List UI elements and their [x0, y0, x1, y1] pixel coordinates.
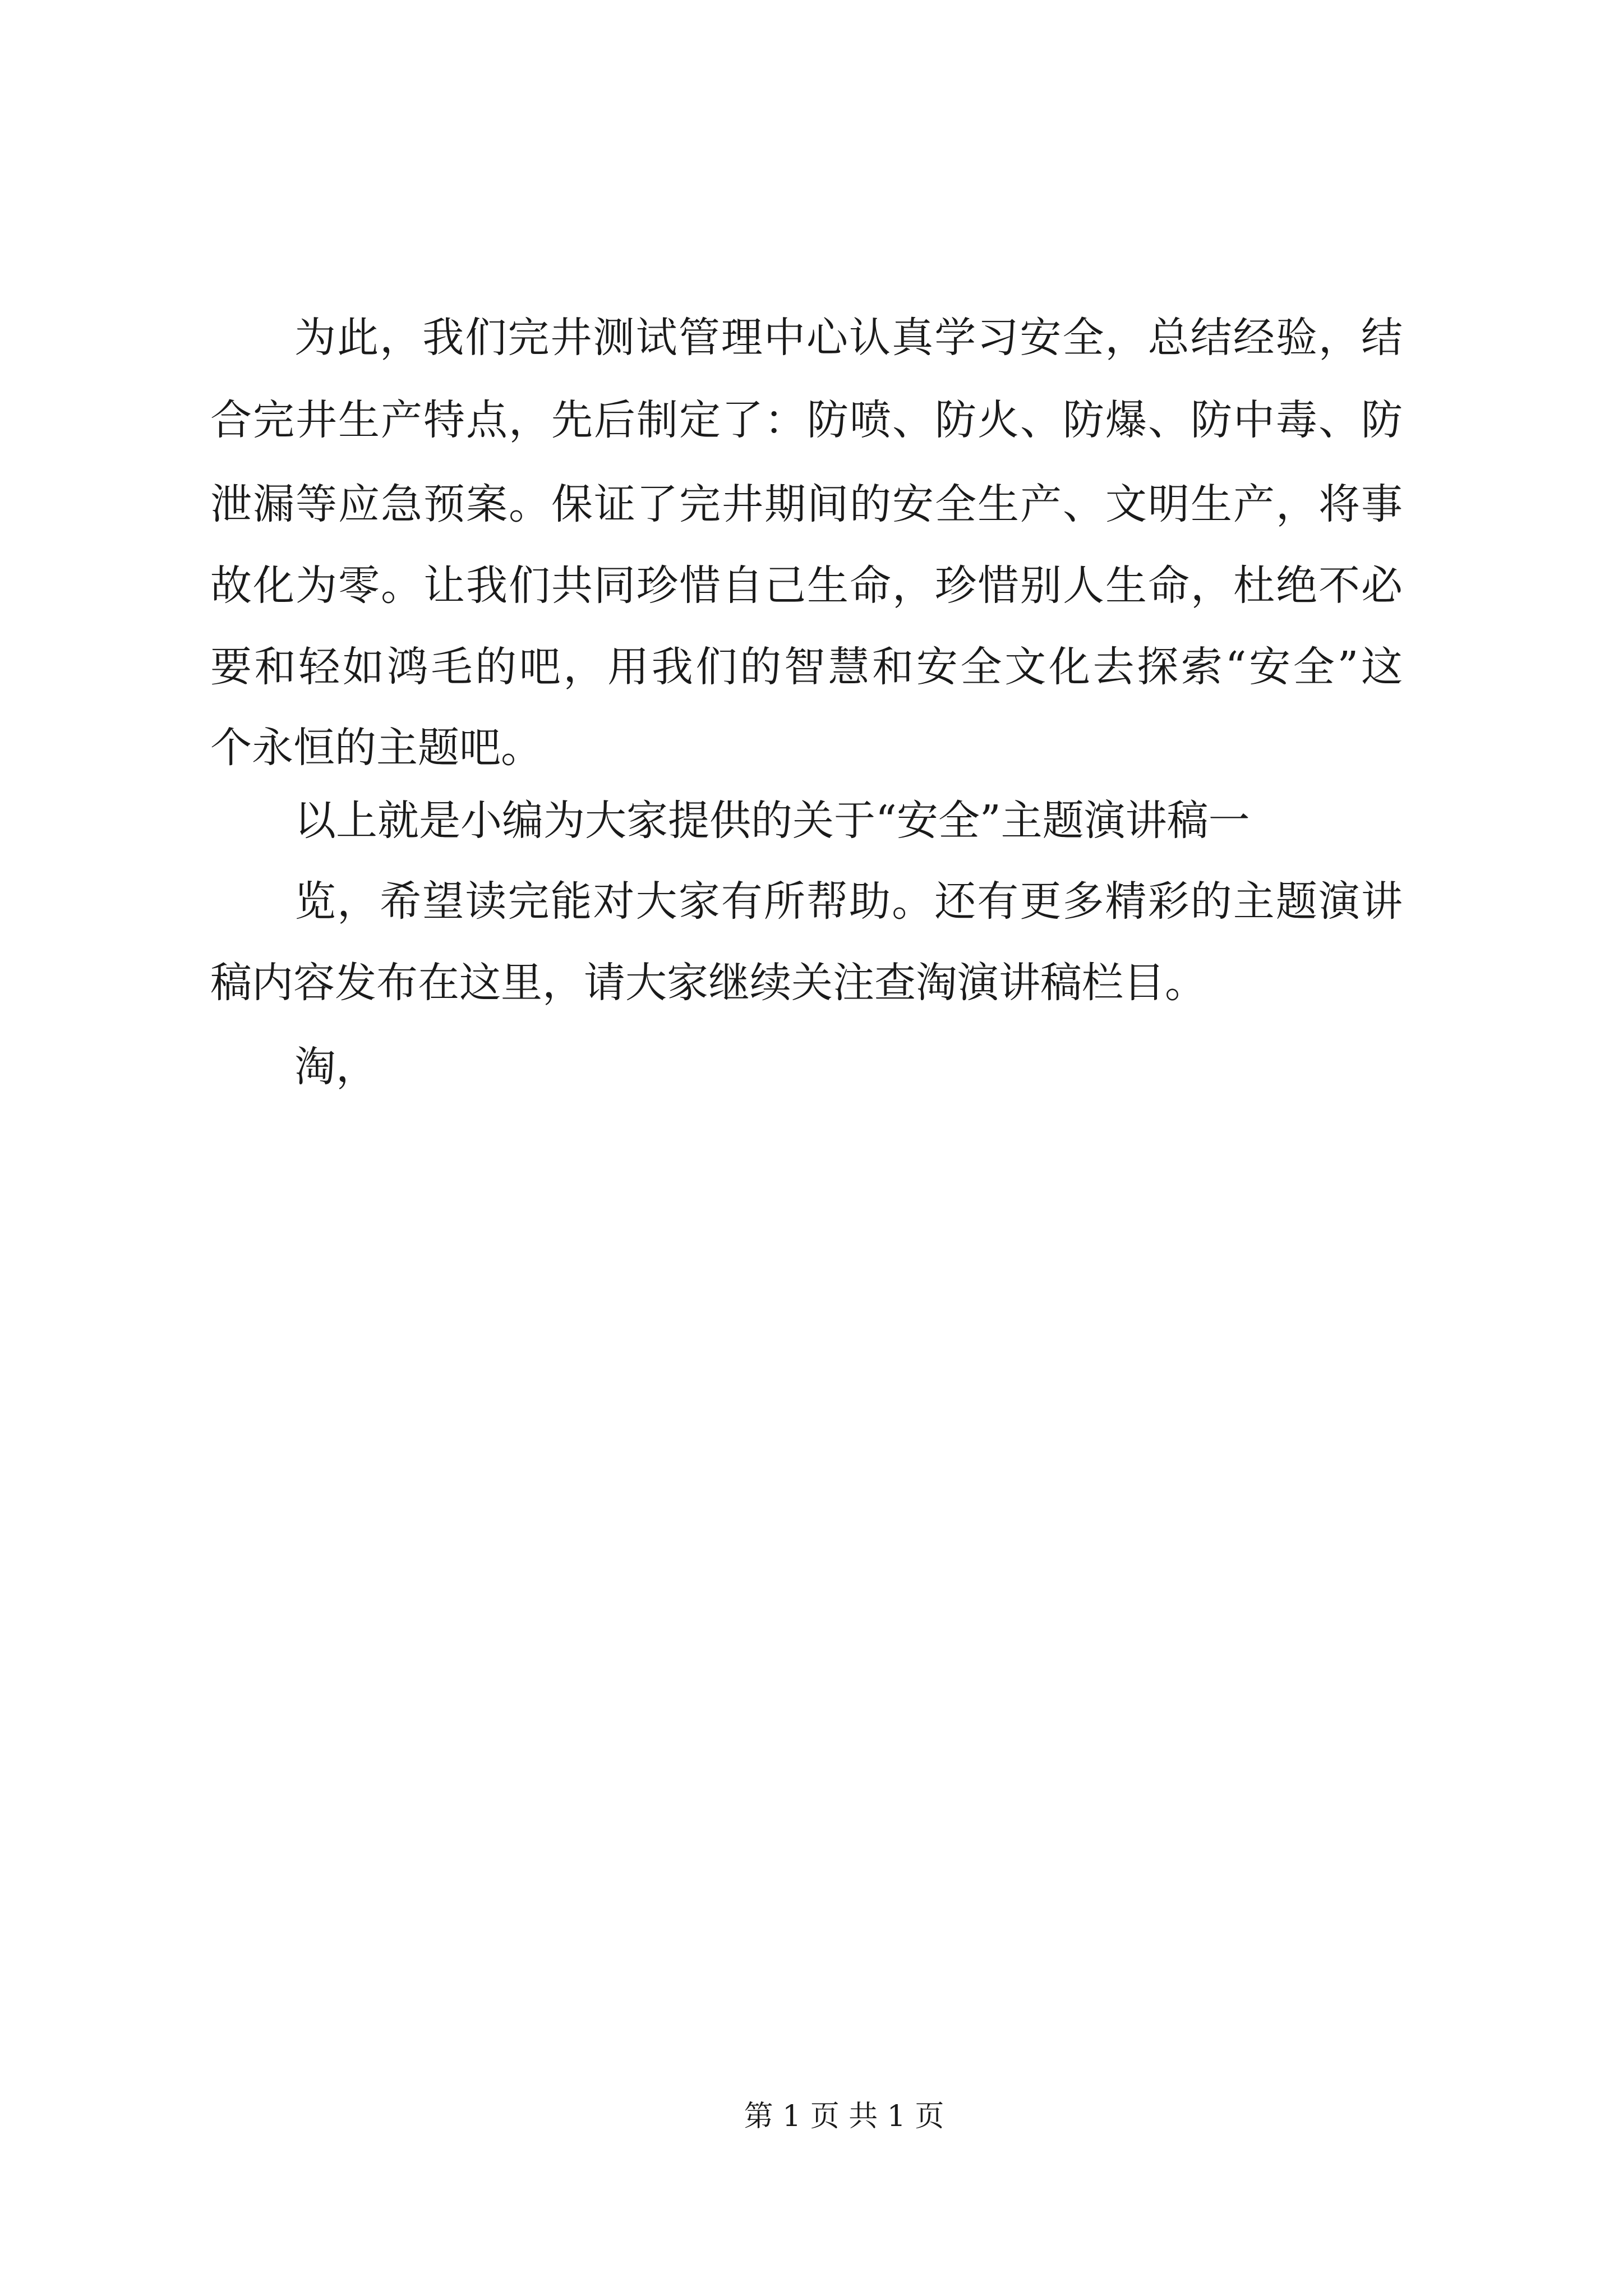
paragraph-line: 览，希望读完能对大家有所帮助。还有更多精彩的主题演讲 [294, 877, 1403, 926]
paragraph-line: 要和轻如鸿毛的吧，用我们的智慧和安全文化去探索“安全”这 [210, 643, 1403, 691]
paragraph-line: 为此，我们完井测试管理中心认真学习安全，总结经验，结 [294, 314, 1403, 362]
paragraph-line: 以上就是小编为大家提供的关于“安全”主题演讲稿一 [294, 797, 1250, 845]
page-footer: 第 1 页 共 1 页 [744, 2100, 944, 2133]
paragraph-line: 淘， [294, 1043, 377, 1091]
paragraph-line: 合完井生产特点，先后制定了：防喷、防火、防爆、防中毒、防 [210, 396, 1403, 444]
paragraph-line: 泄漏等应急预案。保证了完井期间的安全生产、文明生产，将事 [210, 480, 1403, 528]
paragraph-line: 个永恒的主题吧。 [210, 724, 542, 772]
paragraph-line: 稿内容发布在这里，请大家继续关注查淘演讲稿栏目。 [210, 959, 1206, 1007]
paragraph-line: 故化为零。让我们共同珍惜自己生命，珍惜别人生命，杜绝不必 [210, 562, 1403, 610]
